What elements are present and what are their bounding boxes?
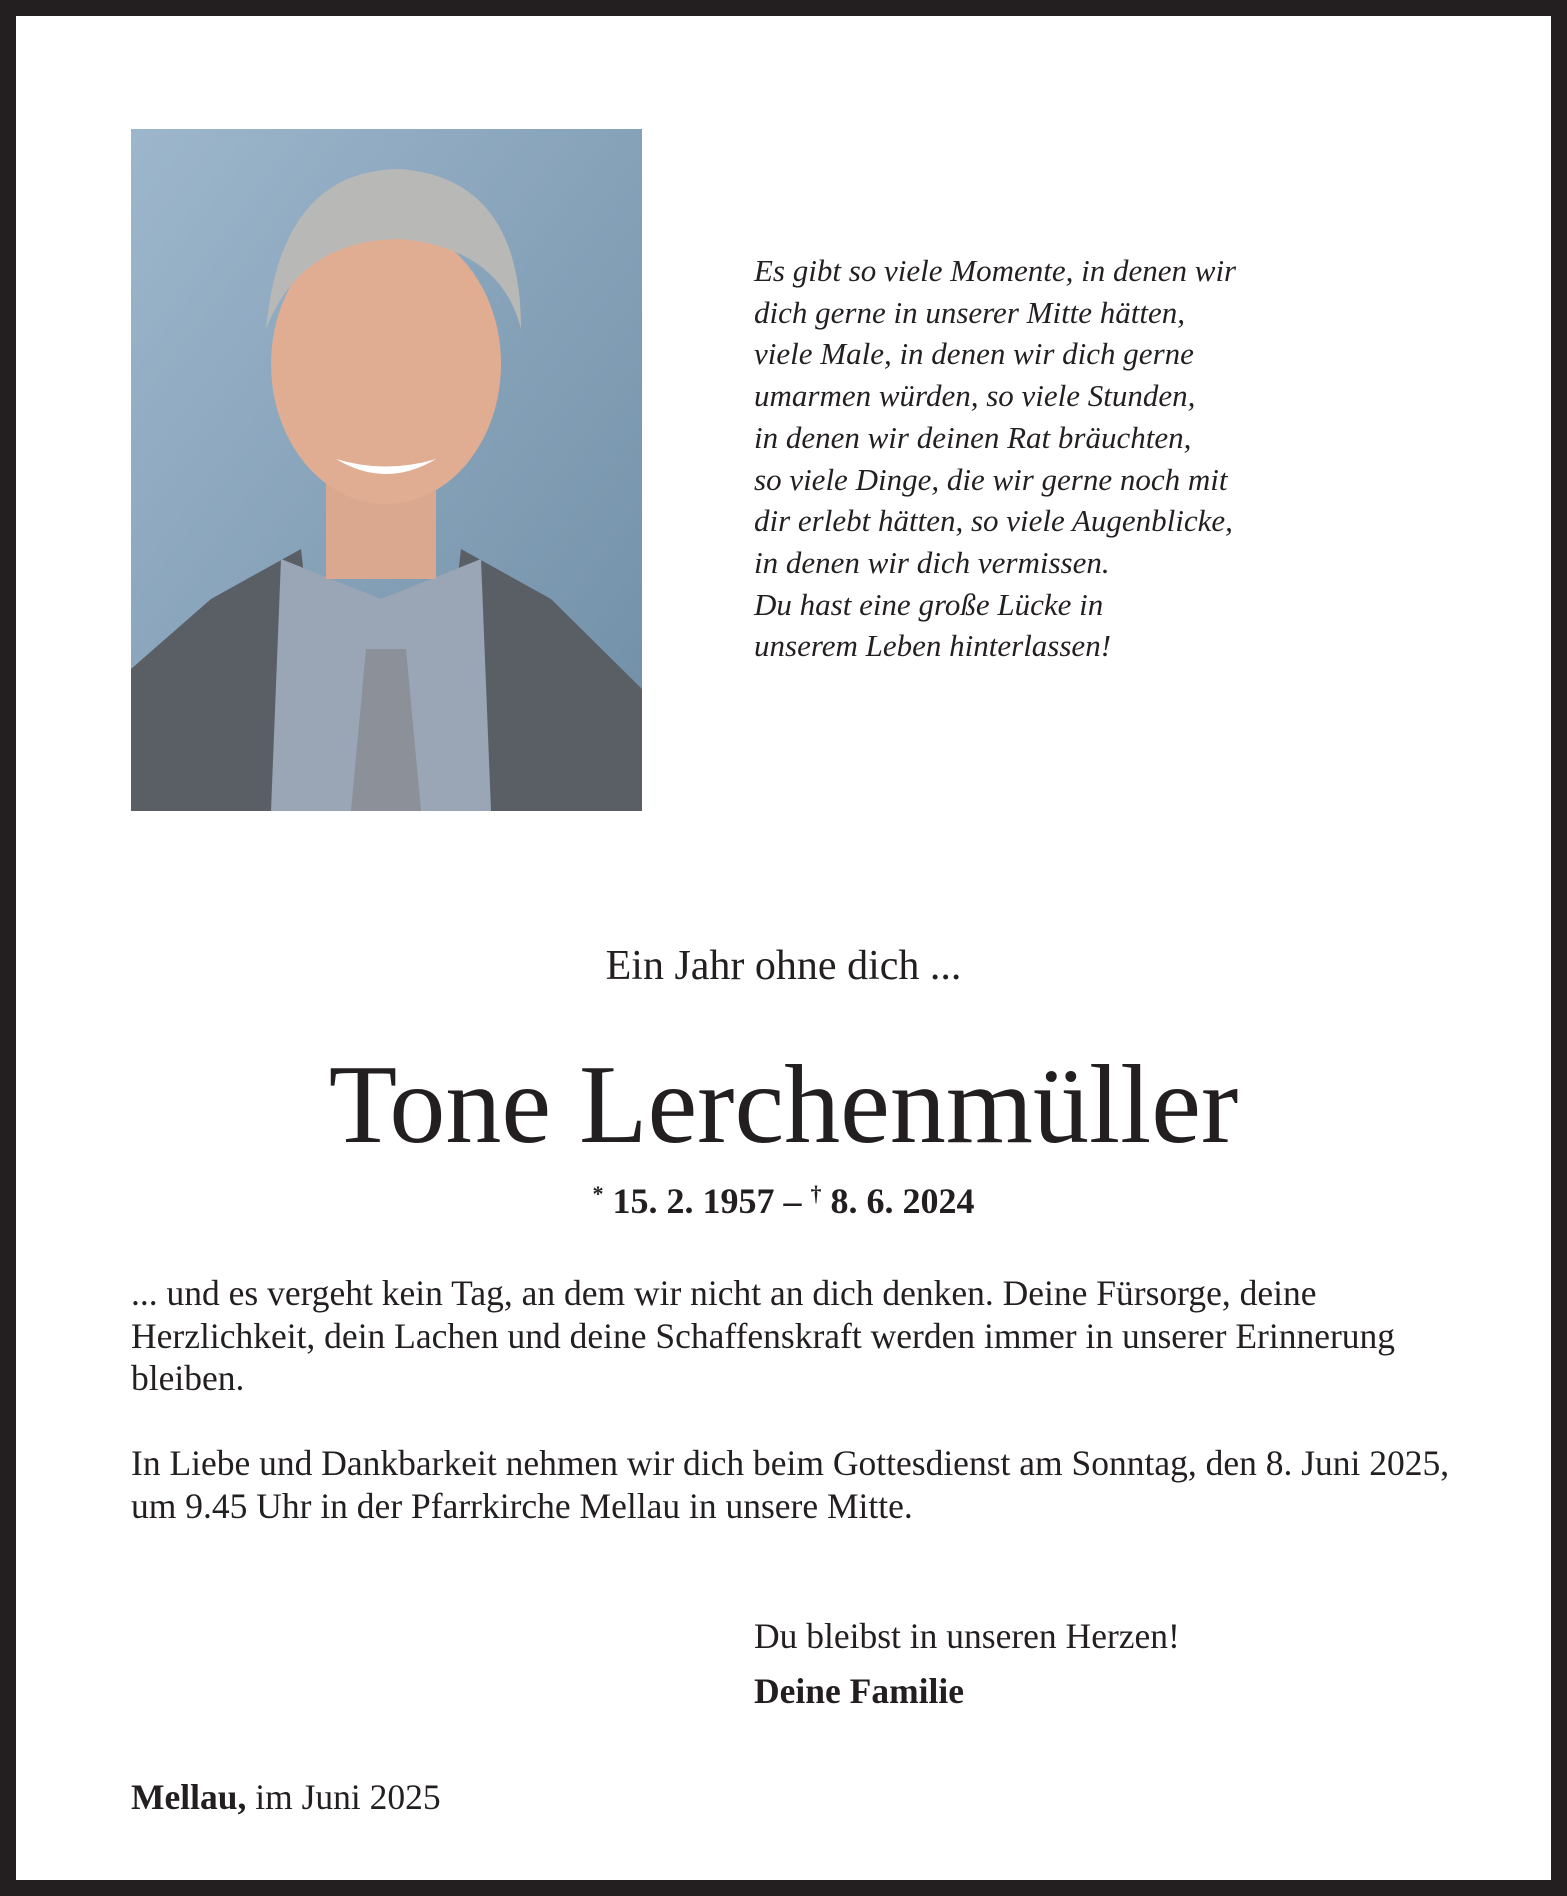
- month-year: im Juni 2025: [246, 1777, 441, 1817]
- poem-line: Es gibt so viele Momente, in denen wir: [754, 253, 1237, 288]
- date-separator: –: [774, 1181, 811, 1221]
- poem-line: Du hast eine große Lücke in: [754, 586, 1104, 622]
- poem-line: viele Male, in denen wir dich gerne: [754, 336, 1194, 372]
- deceased-name: Tone Lerchenmüller: [328, 1043, 1239, 1167]
- portrait-photo: [131, 129, 642, 811]
- subtitle: Ein Jahr ohne dich ...: [605, 943, 962, 989]
- paragraph-service: In Liebe und Dankbarkeit nehmen wir dich beim Gottesdienst am Sonntag, den 8. Juni 2025, um 9.45 Uhr in der Pfarrkirche Mellau in unsere Mitte.: [131, 1443, 1450, 1526]
- poem-line: in denen wir dich vermissen.: [754, 544, 1110, 580]
- poem-line: dich gerne in unserer Mitte hätten,: [754, 294, 1186, 330]
- portrait-illustration: [131, 129, 642, 811]
- birth-date: 15. 2. 1957: [612, 1181, 775, 1221]
- paragraph-remembrance: ... und es vergeht kein Tag, an dem wir nicht an dich denken. Deine Fürsorge, deine Herzlichkeit, dein Lachen und deine Schaffenskraft werden immer in unserer Erinnerung bleiben.: [131, 1273, 1396, 1398]
- town: Mellau,: [131, 1777, 247, 1817]
- place-date: [131, 1776, 441, 1818]
- death-symbol: †: [810, 1181, 822, 1206]
- death-date: 8. 6. 2024: [830, 1181, 975, 1221]
- poem-line: dir erlebt hätten, so viele Augenblicke,: [754, 503, 1233, 539]
- poem: [754, 250, 1236, 667]
- poem-line: so viele Dinge, die wir gerne noch mit: [754, 461, 1228, 497]
- poem-line: umarmen würden, so viele Stunden,: [754, 378, 1196, 414]
- poem-line: unserem Leben hinterlassen!: [754, 628, 1112, 664]
- poem-line: in denen wir deinen Rat bräuchten,: [754, 419, 1192, 455]
- life-dates: [16, 1180, 1551, 1222]
- closing-line: Du bleibst in unseren Herzen!: [754, 1616, 1180, 1656]
- birth-symbol: *: [592, 1181, 604, 1206]
- obituary-page: [16, 16, 1551, 1880]
- closing: [754, 1609, 1180, 1719]
- signature: Deine Familie: [754, 1671, 964, 1711]
